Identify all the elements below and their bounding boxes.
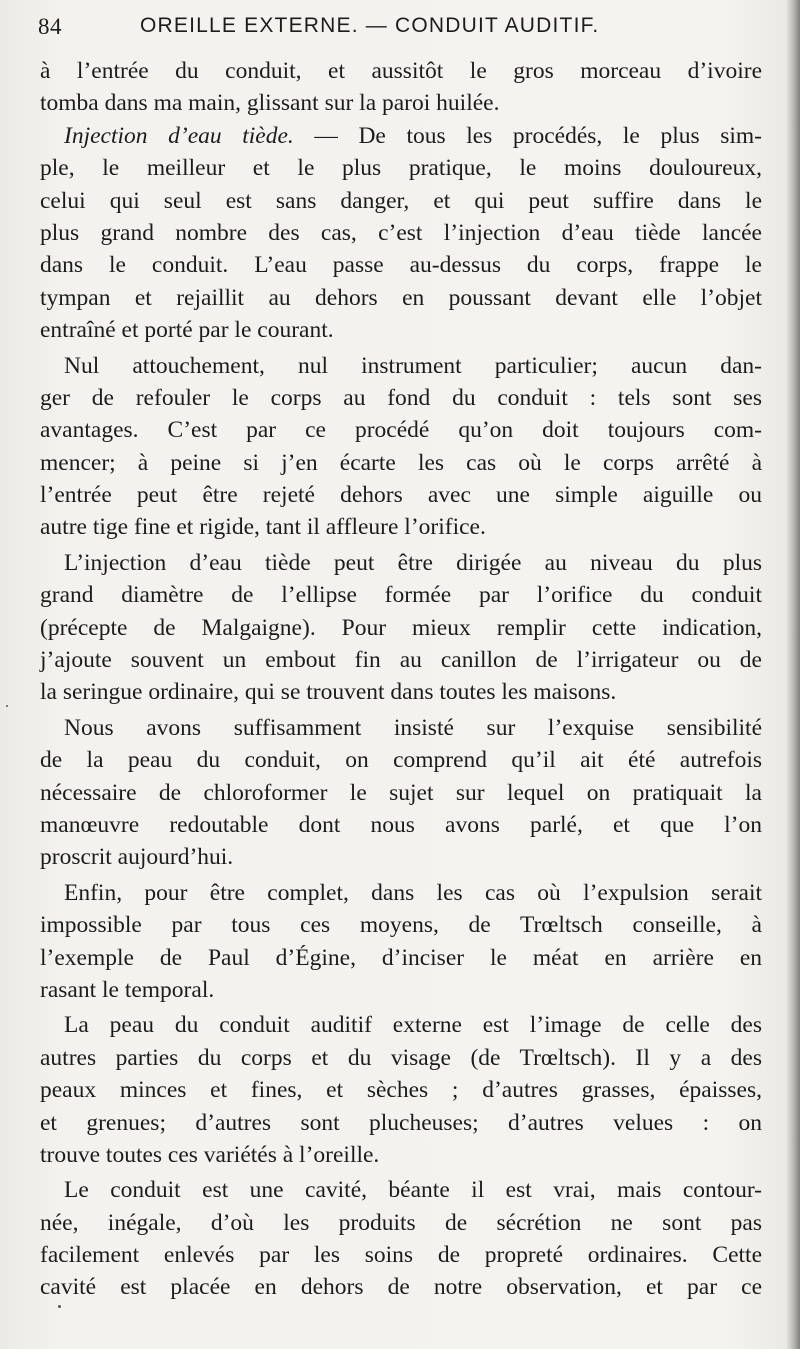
text-line: ger de refouler le corps au fond du conduit : tels sont ses <box>40 384 762 411</box>
text-line: tomba dans ma main, glissant sur la paroi huilée. <box>40 90 500 117</box>
text-line: la seringue ordinaire, qui se trouvent dans toutes les maisons. <box>40 679 617 706</box>
page-number: 84 <box>38 14 62 39</box>
print-speck <box>58 1305 61 1308</box>
text-line: à l’entrée du conduit, et aussitôt le gros morceau d’ivoire <box>40 58 762 84</box>
text-line: facilement enlevés par les soins de propreté ordinaires. Cette <box>40 1242 762 1269</box>
text-line: de la peau du conduit, on comprend qu’il ait été autrefois <box>40 747 762 774</box>
text-line-rest: — De tous les procédés, le plus sim- <box>293 122 762 149</box>
text-line <box>40 120 762 152</box>
text-line: (précepte de Malgaigne). Pour mieux remplir cette indication, <box>40 614 762 641</box>
body-text <box>40 55 762 1304</box>
text-line: manœuvre redoutable dont nous avons parlé, et que l’on <box>40 811 762 838</box>
text-line: rasant le temporal. <box>40 976 215 1003</box>
text-line: cavité est placée en dehors de notre observation, et par ce <box>40 1274 762 1301</box>
text-line: autres parties du corps et du visage (de Trœltsch). Il y a des <box>40 1044 762 1071</box>
text-line: l’entrée peut être rejeté dehors avec une simple aiguille ou <box>40 482 762 509</box>
text-line: Le conduit est une cavité, béante il est vrai, mais contour- <box>64 1177 762 1204</box>
page-edge-shadow <box>786 0 800 1349</box>
text-line: avantages. C’est par ce procédé qu’on doit toujours com- <box>40 417 762 444</box>
text-line: proscrit aujourd’hui. <box>40 844 234 871</box>
text-line: L’injection d’eau tiède peut être dirigée au niveau du plus <box>64 549 762 576</box>
text-line: La peau du conduit auditif externe est l’image de celle des <box>64 1012 762 1039</box>
text-line: plus grand nombre des cas, c’est l’injection d’eau tiède lancée <box>40 219 762 246</box>
text-line: Enfin, pour être complet, dans les cas où l’expulsion serait <box>64 879 762 906</box>
text-line: celui qui seul est sans danger, et qui peut suffire dans le <box>40 187 762 214</box>
text-line: mencer; à peine si j’en écarte les cas où le corps arrêté à <box>40 449 762 476</box>
text-line: née, inégale, d’où les produits de sécrétion ne sont pas <box>40 1209 762 1236</box>
print-speck <box>6 705 8 707</box>
text-line: Nul attouchement, nul instrument particulier; aucun dan- <box>64 352 762 379</box>
text-line: grand diamètre de l’ellipse formée par l’orifice du conduit <box>40 582 762 609</box>
text-line: trouve toutes ces variétés à l’oreille. <box>40 1141 380 1168</box>
text-line: ple, le meilleur et le plus pratique, le moins douloureux, <box>40 155 762 182</box>
text-line: l’exemple de Paul d’Égine, d’inciser le méat en arrière en <box>40 944 762 971</box>
text-line: peaux minces et fines, et sèches ; d’autres grasses, épaisses, <box>40 1077 762 1104</box>
text-line: et grenues; d’autres sont plucheuses; d’autres velues : on <box>40 1109 762 1136</box>
text-line: dans le conduit. L’eau passe au-dessus du corps, frappe le <box>40 252 762 279</box>
text-line: impossible par tous ces moyens, de Trœltsch conseille, à <box>40 912 762 939</box>
text-line: tympan et rejaillit au dehors en poussant devant elle l’objet <box>40 284 762 311</box>
running-title: OREILLE EXTERNE. — CONDUIT AUDITIF. <box>140 14 600 37</box>
section-lead-italic: Injection d’eau tiède. <box>64 122 294 149</box>
text-line: nécessaire de chloroformer le sujet sur lequel on pratiquait la <box>40 779 762 806</box>
text-line: autre tige fine et rigide, tant il affleure l’orifice. <box>40 514 486 541</box>
text-line: Nous avons suffisamment insisté sur l’exquise sensibilité <box>64 714 762 741</box>
text-line: entraîné et porté par le courant. <box>40 317 334 344</box>
text-line: j’ajoute souvent un embout fin au canillon de l’irrigateur ou de <box>40 647 762 674</box>
page-header <box>38 10 778 46</box>
